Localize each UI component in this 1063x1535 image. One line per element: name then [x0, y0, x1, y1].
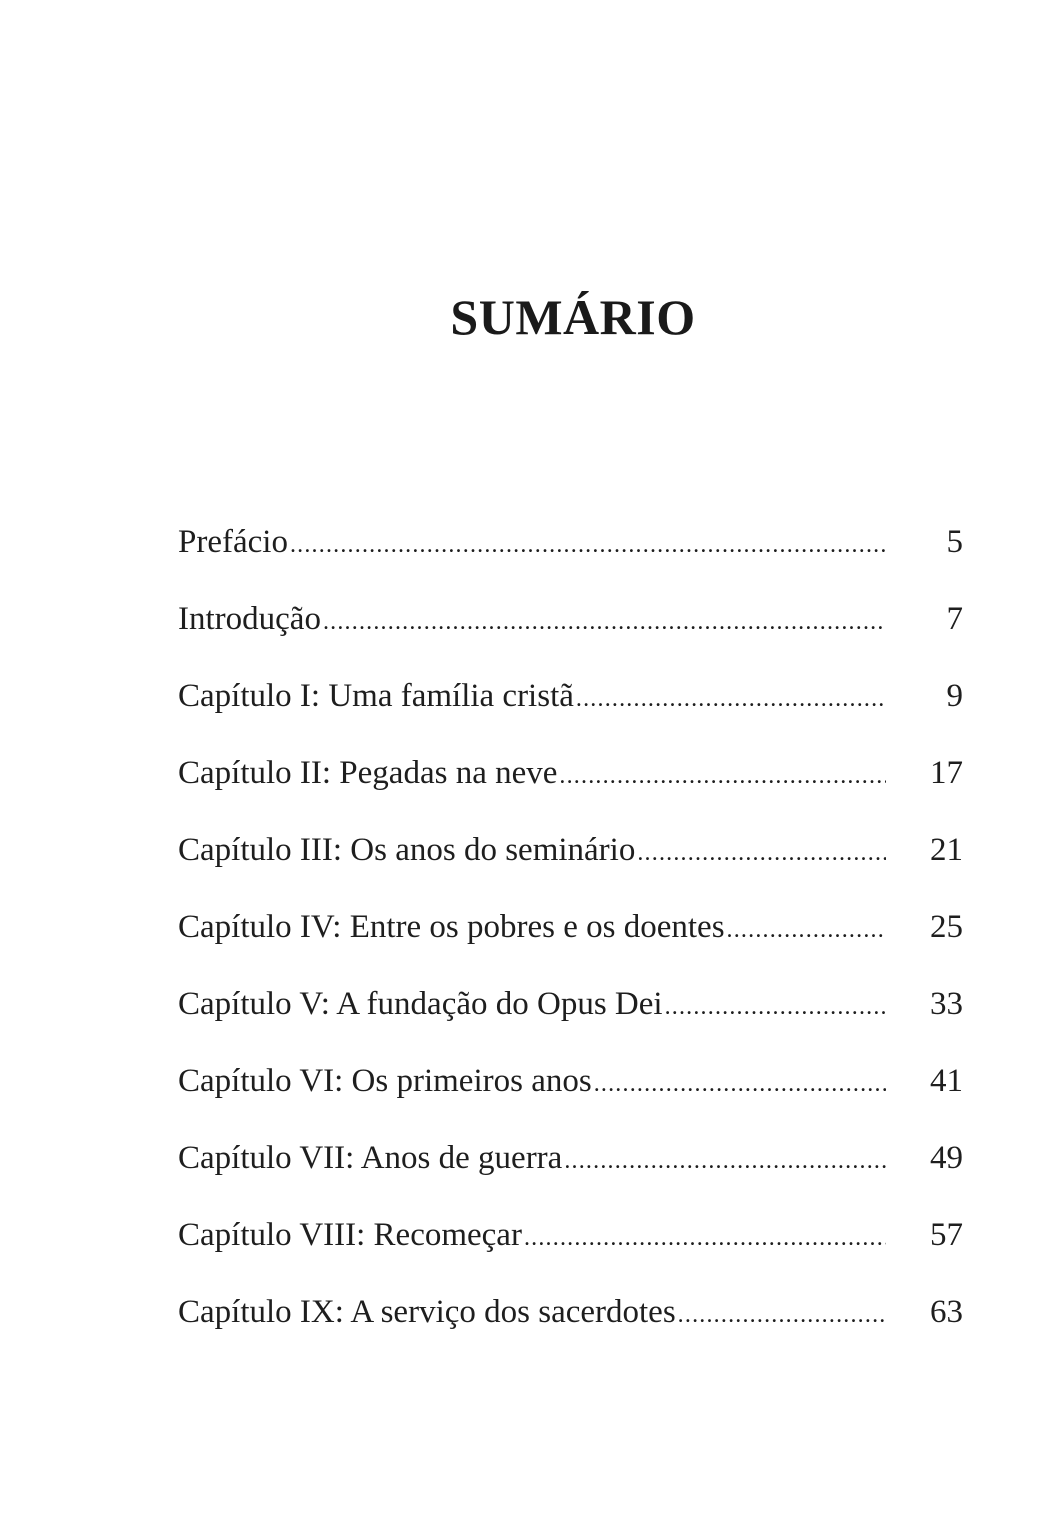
toc-entry-text	[178, 1282, 886, 1345]
toc-entry-text	[178, 1205, 886, 1268]
dot-leader	[727, 900, 886, 960]
toc-entry-capitulo-1[interactable]	[178, 666, 963, 743]
toc-entry-label: Capítulo VIII: Recomeçar	[178, 1217, 522, 1253]
toc-entry-capitulo-3[interactable]	[178, 820, 963, 897]
dot-leader	[323, 592, 886, 652]
toc-entry-page-number: 5	[946, 524, 963, 560]
toc-entry-page-number: 7	[946, 601, 963, 637]
toc-entry-capitulo-4[interactable]	[178, 897, 963, 974]
toc-entry-page-number: 25	[930, 909, 963, 945]
page-title: SUMÁRIO	[450, 288, 696, 345]
toc-entry-page-number: 21	[930, 832, 963, 868]
toc-entry-text	[178, 897, 886, 960]
dot-leader	[559, 746, 886, 806]
dot-leader	[524, 1208, 886, 1268]
toc-entry-capitulo-2[interactable]	[178, 743, 963, 820]
toc-entry-introducao[interactable]	[178, 589, 963, 666]
dot-leader	[290, 515, 886, 575]
toc-entry-page-number: 49	[930, 1140, 963, 1176]
toc-entry-prefacio[interactable]	[178, 512, 963, 589]
toc-entry-label: Capítulo III: Os anos do seminário	[178, 832, 636, 868]
toc-entry-text	[178, 743, 886, 806]
dot-leader	[678, 1285, 886, 1345]
dot-leader	[594, 1054, 886, 1114]
toc-entry-page-number: 41	[930, 1063, 963, 1099]
toc-entry-text	[178, 1128, 886, 1191]
toc-entry-label: Capítulo I: Uma família cristã	[178, 678, 574, 714]
toc-entry-text	[178, 589, 886, 652]
toc-entry-label: Capítulo II: Pegadas na neve	[178, 755, 558, 791]
toc-entry-page-number: 9	[946, 678, 963, 714]
toc-entry-label: Prefácio	[178, 524, 288, 560]
toc-entry-capitulo-8[interactable]	[178, 1205, 963, 1282]
dot-leader	[576, 669, 886, 729]
toc-entry-page-number: 63	[930, 1294, 963, 1330]
dot-leader	[665, 977, 886, 1037]
toc-entry-capitulo-7[interactable]	[178, 1128, 963, 1205]
dot-leader	[564, 1131, 886, 1191]
toc-entry-page-number: 17	[930, 755, 963, 791]
toc-entry-capitulo-6[interactable]	[178, 1051, 963, 1128]
toc-entry-text	[178, 666, 886, 729]
dot-leader	[637, 823, 886, 883]
toc-entry-label: Capítulo IX: A serviço dos sacerdotes	[178, 1294, 676, 1330]
toc-entry-label: Capítulo IV: Entre os pobres e os doentes	[178, 909, 725, 945]
toc-entry-capitulo-5[interactable]	[178, 974, 963, 1051]
toc-entry-label: Capítulo VII: Anos de guerra	[178, 1140, 563, 1176]
toc-entry-text	[178, 974, 886, 1037]
toc-entry-label: Capítulo VI: Os primeiros anos	[178, 1063, 592, 1099]
toc-entry-page-number: 33	[930, 986, 963, 1022]
toc-entry-label: Capítulo V: A fundação do Opus Dei	[178, 986, 663, 1022]
toc-entry-page-number: 57	[930, 1217, 963, 1253]
toc-entry-text	[178, 512, 886, 575]
toc-entry-label: Introdução	[178, 601, 321, 637]
toc-entry-text	[178, 820, 886, 883]
toc-entry-text	[178, 1051, 886, 1114]
toc-entry-capitulo-9[interactable]	[178, 1282, 963, 1359]
table-of-contents	[178, 512, 963, 1359]
